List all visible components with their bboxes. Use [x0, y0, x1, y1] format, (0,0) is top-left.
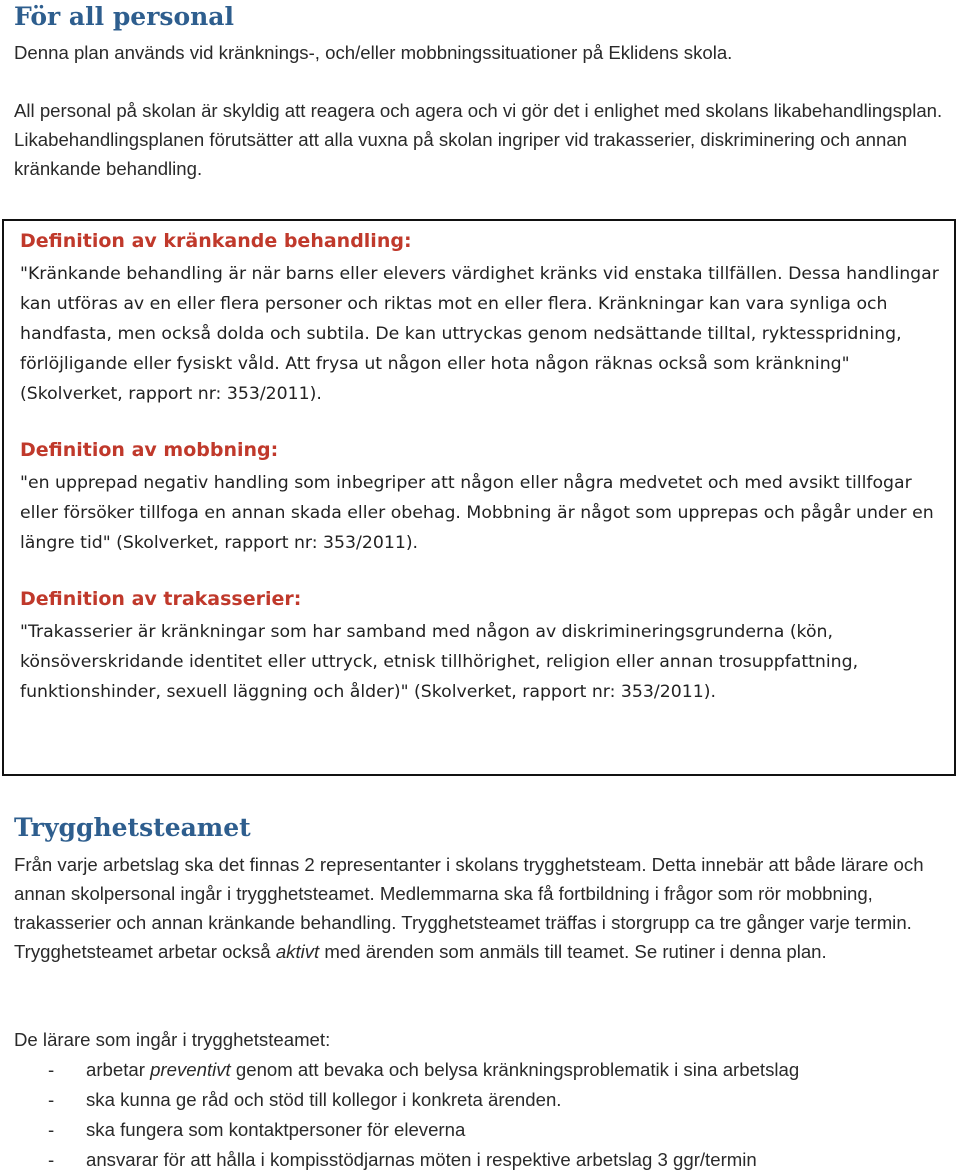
list-item-text: ska kunna ge råd och stöd till kollegor i konkreta ärenden. [86, 1089, 562, 1110]
definitions-box [2, 219, 956, 776]
intro-paragraph: Denna plan används vid kränknings-, och/eller mobbningssituationer på Eklidens skola. [14, 42, 733, 63]
list-item [14, 1115, 954, 1145]
list-item-text: ansvarar för att hålla i kompisstödjarnas möten i respektive arbetslag 3 ggr/termin [86, 1149, 757, 1170]
list-item-text: ska fungera som kontaktpersoner för eleverna [86, 1119, 466, 1140]
list-dash: - [48, 1149, 55, 1170]
trygghetsteam-task-list [14, 1055, 954, 1175]
list-dash: - [48, 1089, 55, 1110]
responsibility-paragraph: All personal på skolan är skyldig att reagera och agera och vi gör det i enlighet med skolans likabehandlingsplan. Likabehandlingsplanen förutsätter att alla vuxna på skolan ingriper vid trakasserier, diskriminering och annan kränkande behandling. [14, 100, 943, 179]
list-dash: - [48, 1119, 55, 1140]
list-item-text: arbetar [86, 1059, 151, 1080]
list-item-text-end: genom att bevaka och belysa kränkningsproblematik i sina arbetslag [230, 1059, 800, 1080]
trygghetsteam-text-part1: Från varje arbetslag ska det finnas 2 representanter i skolans trygghetsteam. Detta innebär att både lärare och annan skolpersonal ingår i trygghetsteamet. Medlemmarna ska få fortbildning i frågor som rör mobbning, trakasserier och annan kränkande behandling. Trygghetsteamet träffas i storgrupp ca tre gånger varje termin. Trygghetsteamet arbetar också [14, 854, 924, 962]
list-item [14, 1055, 954, 1085]
trygghetsteam-emphasis: aktivt [275, 941, 320, 962]
list-item [14, 1145, 954, 1175]
list-intro: De lärare som ingår i trygghetsteamet: [14, 1029, 331, 1050]
list-item [14, 1085, 954, 1115]
trygghetsteam-text-part2: med ärenden som anmäls till teamet. Se rutiner i denna plan. [319, 941, 827, 962]
definition-mobbning-title: Definition av mobbning: [20, 439, 279, 461]
heading-trygghetsteamet: Trygghetsteamet [14, 813, 251, 842]
trygghetsteam-paragraph [14, 850, 944, 966]
list-dash: - [48, 1059, 55, 1080]
definition-trakasserier-title: Definition av trakasserier: [20, 588, 302, 610]
definition-trakasserier-text: "Trakasserier är kränkningar som har samband med någon av diskrimineringsgrunderna (kön, könsöverskridande identitet eller uttryck, etnisk tillhörighet, religion eller annan trosuppfattning, funktionshinder, sexuell läggning och ålder)" (Skolverket, rapport nr: 353/2011). [20, 622, 859, 702]
heading-for-all-personal: För all personal [14, 2, 235, 31]
definition-krankande-title: Definition av kränkande behandling: [20, 230, 412, 252]
definition-krankande-text: "Kränkande behandling är när barns eller elevers värdighet kränks vid enstaka tillfällen. Dessa handlingar kan utföras av en eller flera personer och riktas mot en eller flera. Kränkningar kan vara synliga och handfasta, men också dolda och subtila. De kan uttryckas genom nedsättande tilltal, ryktesspridning, förlöjligande eller fysiskt våld. Att frysa ut någon eller hota någon räknas också som kränkning" (Skolverket, rapport nr: 353/2011). [20, 264, 939, 404]
definition-mobbning-text: "en upprepad negativ handling som inbegriper att någon eller några medvetet och med avsikt tillfogar eller försöker tillfoga en annan skada eller obehag. Mobbning är något som upprepas och pågår under en längre tid" (Skolverket, rapport nr: 353/2011). [20, 473, 934, 553]
list-item-emphasis: preventivt [150, 1059, 231, 1080]
